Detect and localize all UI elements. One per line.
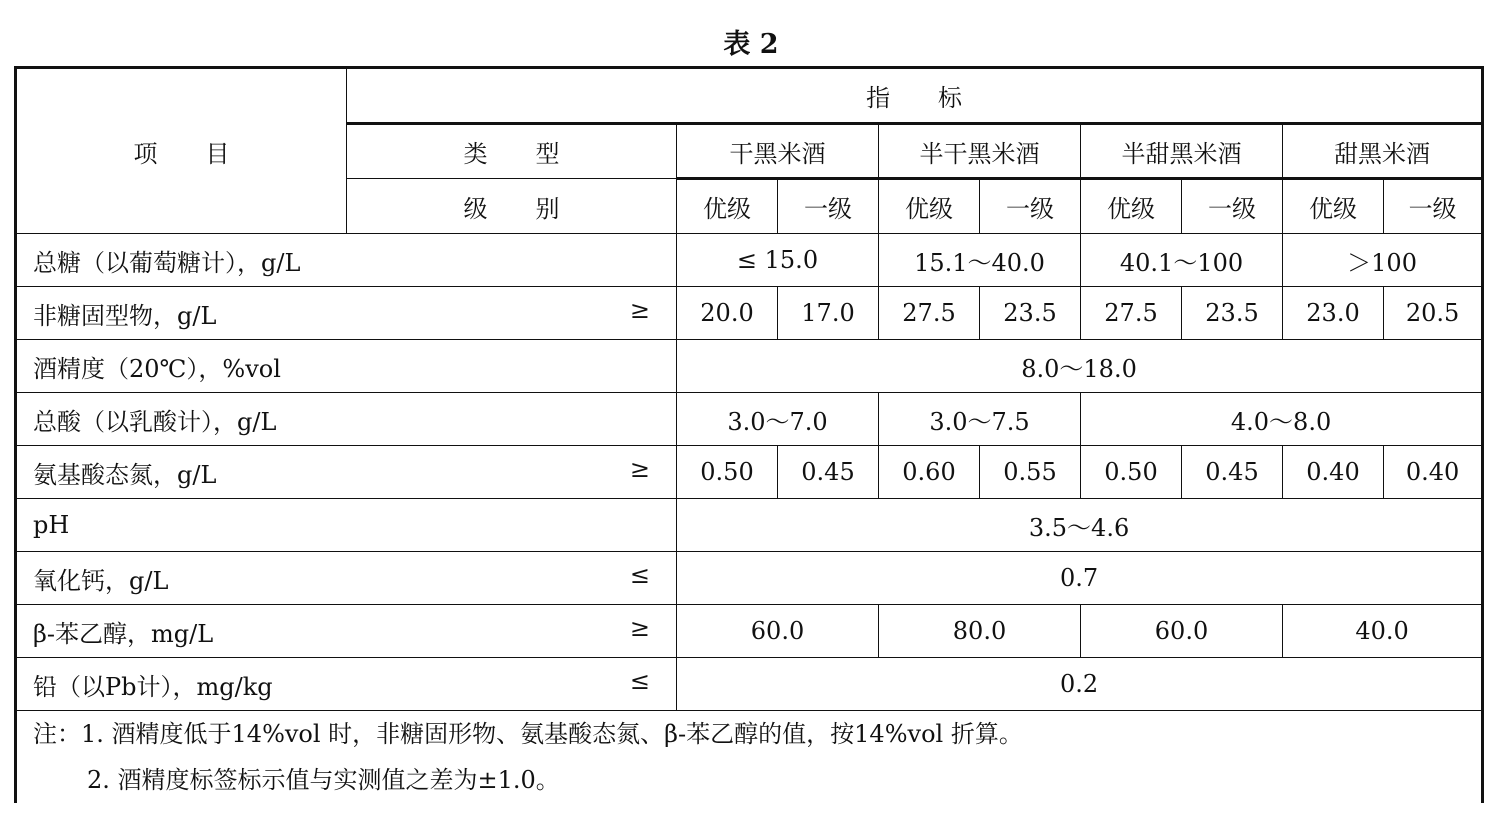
value-cell: 27.5 xyxy=(879,287,980,340)
row-alcohol xyxy=(16,340,1483,393)
label-calcium-oxide xyxy=(16,552,677,605)
value-cell: 0.40 xyxy=(1283,446,1384,499)
label-text: 氧化钙，g/L xyxy=(33,566,169,595)
label-phenylethanol xyxy=(16,605,677,658)
grade-cell: 一级 xyxy=(1182,179,1283,234)
label-text: 氨基酸态氮，g/L xyxy=(33,460,217,489)
value-cell: 15.1～40.0 xyxy=(879,234,1081,287)
value-cell: 0.45 xyxy=(1182,446,1283,499)
grade-cell: 优级 xyxy=(1283,179,1384,234)
value-cell: 0.45 xyxy=(778,446,879,499)
lte-symbol: ≤ xyxy=(629,666,650,695)
grade-cell: 优级 xyxy=(879,179,980,234)
header-type: 类 型 xyxy=(347,124,677,179)
value-cell: 60.0 xyxy=(677,605,879,658)
value-cell: ≤ 15.0 xyxy=(677,234,879,287)
row-amino-nitrogen xyxy=(16,446,1483,499)
gte-symbol: ≥ xyxy=(629,613,650,642)
value-cell: 4.0～8.0 xyxy=(1081,393,1483,446)
value-cell: 23.5 xyxy=(1182,287,1283,340)
row-total-acid xyxy=(16,393,1483,446)
header-row-indicator xyxy=(16,68,1483,124)
value-cell: 20.0 xyxy=(677,287,778,340)
value-cell: 23.0 xyxy=(1283,287,1384,340)
type-semi-dry: 半干黑米酒 xyxy=(879,124,1081,179)
gte-symbol: ≥ xyxy=(629,295,650,324)
label-ph: pH xyxy=(16,499,677,552)
value-cell: 23.5 xyxy=(980,287,1081,340)
value-cell: 40.0 xyxy=(1283,605,1483,658)
row-lead xyxy=(16,658,1483,711)
gte-symbol: ≥ xyxy=(629,454,650,483)
value-cell: 20.5 xyxy=(1384,287,1483,340)
value-cell: 3.0～7.5 xyxy=(879,393,1081,446)
value-cell: 17.0 xyxy=(778,287,879,340)
value-cell: 0.55 xyxy=(980,446,1081,499)
value-cell: 0.50 xyxy=(1081,446,1182,499)
label-text: 非糖固型物，g/L xyxy=(33,301,217,330)
value-cell: 3.0～7.0 xyxy=(677,393,879,446)
value-cell: ＞100 xyxy=(1283,234,1483,287)
label-alcohol: 酒精度（20℃），%vol xyxy=(16,340,677,393)
value-cell: 0.60 xyxy=(879,446,980,499)
notes-row xyxy=(16,711,1483,804)
label-non-sugar-solids xyxy=(16,287,677,340)
header-item: 项 目 xyxy=(16,68,347,234)
note-1: 注：1. 酒精度低于14%vol 时，非糖固形物、氨基酸态氮、β-苯乙醇的值，按14%vol 折算。 xyxy=(33,720,1023,748)
header-indicator: 指 标 xyxy=(347,68,1483,124)
grade-cell: 一级 xyxy=(1384,179,1483,234)
row-phenylethanol xyxy=(16,605,1483,658)
value-cell: 0.40 xyxy=(1384,446,1483,499)
value-cell: 0.7 xyxy=(677,552,1483,605)
value-cell: 60.0 xyxy=(1081,605,1283,658)
value-cell: 8.0～18.0 xyxy=(677,340,1483,393)
note-2: 2. 酒精度标签标示值与实测值之差为±1.0。 xyxy=(87,766,560,794)
value-cell: 40.1～100 xyxy=(1081,234,1283,287)
label-lead xyxy=(16,658,677,711)
label-total-acid: 总酸（以乳酸计），g/L xyxy=(16,393,677,446)
value-cell: 0.50 xyxy=(677,446,778,499)
value-cell: 80.0 xyxy=(879,605,1081,658)
value-cell: 0.2 xyxy=(677,658,1483,711)
row-calcium-oxide xyxy=(16,552,1483,605)
label-text: β-苯乙醇，mg/L xyxy=(33,619,214,648)
lte-symbol: ≤ xyxy=(629,560,650,589)
grade-cell: 优级 xyxy=(1081,179,1182,234)
grade-cell: 一级 xyxy=(778,179,879,234)
table-title: 表 2 xyxy=(723,29,779,60)
type-dry: 干黑米酒 xyxy=(677,124,879,179)
row-non-sugar-solids xyxy=(16,287,1483,340)
grade-cell: 优级 xyxy=(677,179,778,234)
label-amino-nitrogen xyxy=(16,446,677,499)
row-total-sugar xyxy=(16,234,1483,287)
label-total-sugar: 总糖（以葡萄糖计），g/L xyxy=(16,234,677,287)
label-text: 铅（以Pb计），mg/kg xyxy=(33,672,273,701)
row-ph xyxy=(16,499,1483,552)
type-semi-sweet: 半甜黑米酒 xyxy=(1081,124,1283,179)
quality-index-table xyxy=(14,66,1484,803)
value-cell: 27.5 xyxy=(1081,287,1182,340)
header-grade: 级 别 xyxy=(347,179,677,234)
notes-cell xyxy=(16,711,1483,804)
value-cell: 3.5～4.6 xyxy=(677,499,1483,552)
grade-cell: 一级 xyxy=(980,179,1081,234)
type-sweet: 甜黑米酒 xyxy=(1283,124,1483,179)
